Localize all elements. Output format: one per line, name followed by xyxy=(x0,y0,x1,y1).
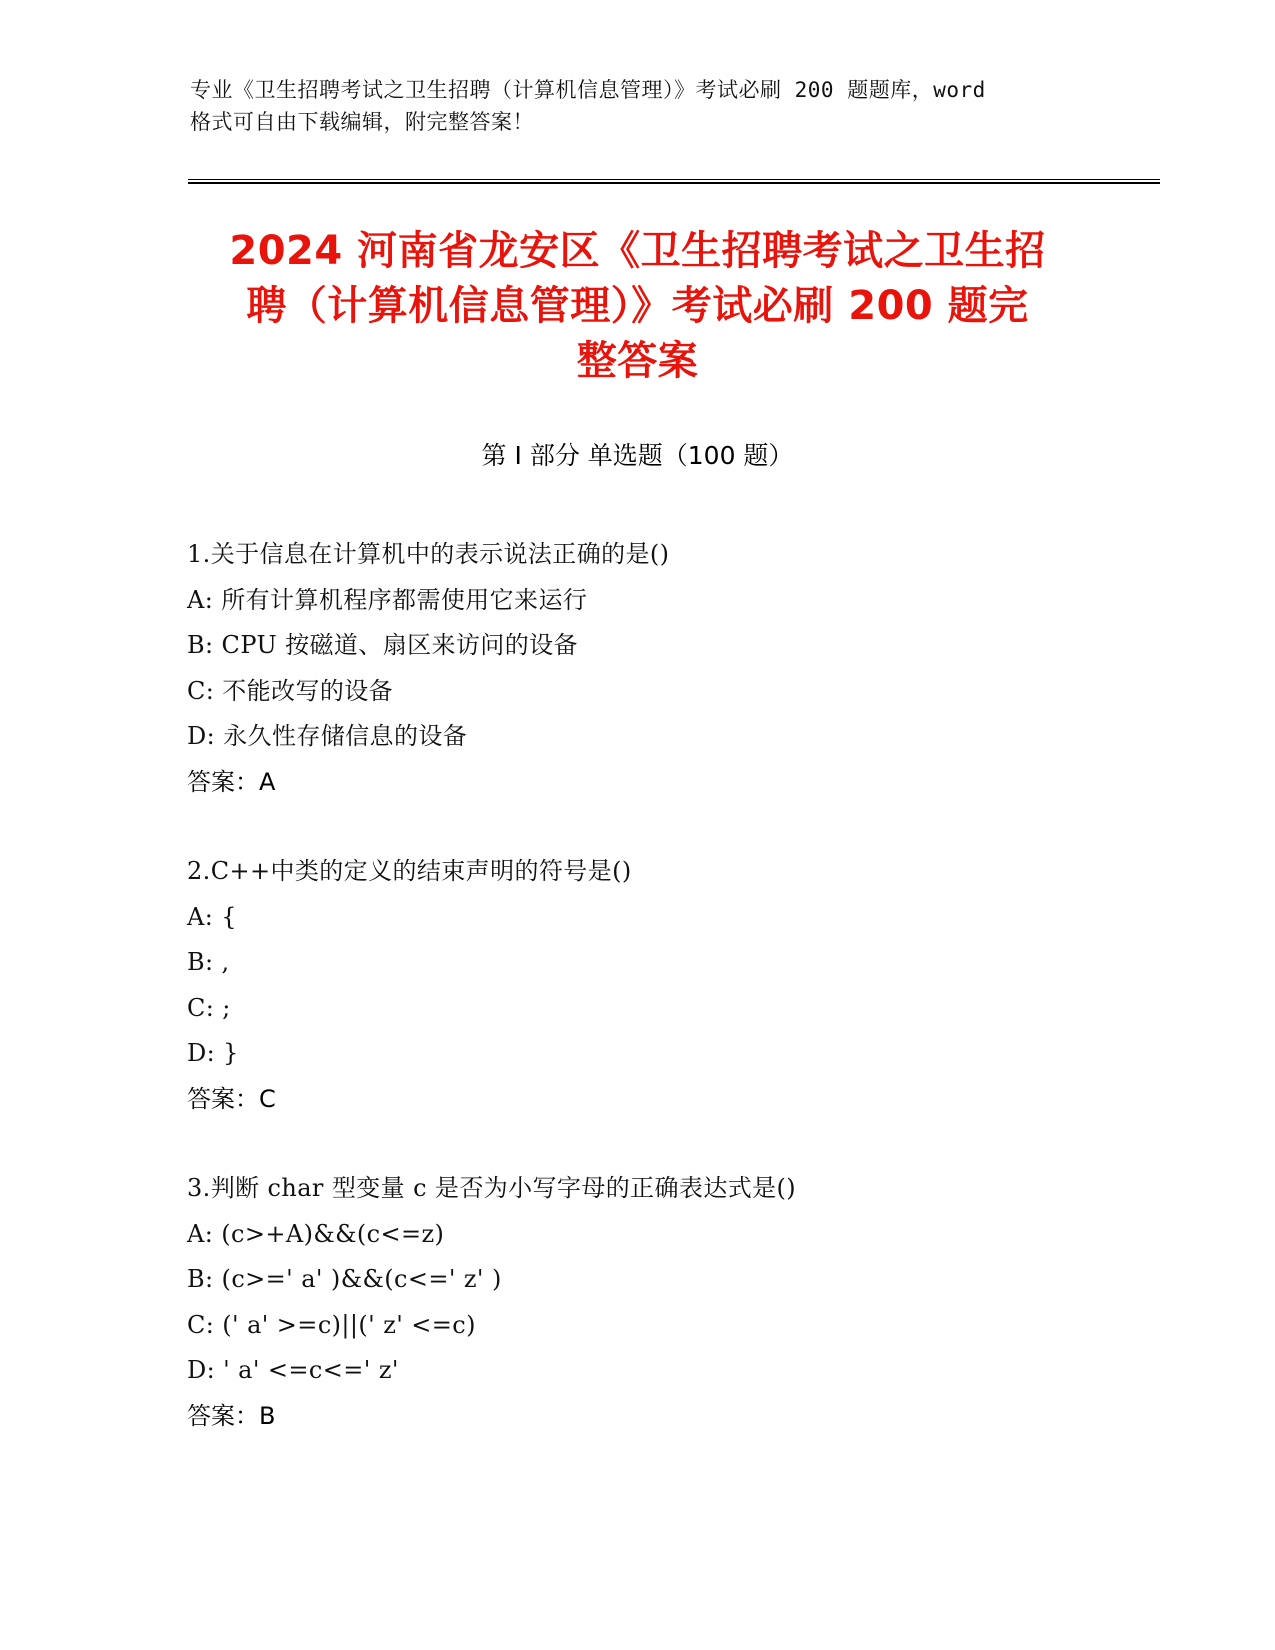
question-2 xyxy=(187,849,1087,1122)
header-note-line2: 格式可自由下载编辑，附完整答案！ xyxy=(190,110,534,134)
option-c: C: ; xyxy=(187,993,231,1022)
question-stem: 3.判断 char 型变量 c 是否为小写字母的正确表达式是() xyxy=(187,1174,797,1202)
document-title-line1: 2024 河南省龙安区《卫生招聘考试之卫生招 xyxy=(229,228,1046,274)
option-b: B: (c>=' a' )&&(c<=' z' ) xyxy=(187,1265,502,1293)
document-title xyxy=(180,224,1095,389)
question-stem: 2.C++中类的定义的结束声明的符号是() xyxy=(187,857,632,885)
header-note-line1: 专业《卫生招聘考试之卫生招聘（计算机信息管理）》考试必刷 200 题题库，word xyxy=(190,78,986,102)
option-b: B: , xyxy=(187,948,230,976)
option-d: D: } xyxy=(187,1039,239,1067)
option-d: D: ' a' <=c<=' z' xyxy=(187,1356,399,1384)
header-note xyxy=(190,74,1090,138)
answer: 答案：B xyxy=(187,1401,276,1430)
header-divider-thin xyxy=(188,179,1160,180)
question-list xyxy=(187,532,1087,1483)
option-c: C: 不能改写的设备 xyxy=(187,676,394,705)
option-a: A: { xyxy=(187,902,237,931)
option-b: B: CPU 按磁道、扇区来访问的设备 xyxy=(187,631,578,659)
answer: 答案：C xyxy=(187,1084,276,1113)
question-3 xyxy=(187,1166,1087,1439)
option-d: D: 永久性存储信息的设备 xyxy=(187,722,468,750)
document-title-line2: 聘（计算机信息管理）》考试必刷 200 题完 xyxy=(246,283,1029,329)
answer: 答案：A xyxy=(187,767,276,796)
header-divider-thick xyxy=(188,182,1160,184)
option-a: A: (c>+A)&&(c<=z) xyxy=(187,1219,445,1248)
question-1 xyxy=(187,532,1087,805)
question-stem: 1.关于信息在计算机中的表示说法正确的是() xyxy=(187,540,670,568)
section-title: 第 I 部分 单选题（100 题） xyxy=(481,441,794,470)
document-title-line3: 整答案 xyxy=(576,338,699,384)
option-a: A: 所有计算机程序都需使用它来运行 xyxy=(187,585,588,614)
option-c: C: (' a' >=c)||(' z' <=c) xyxy=(187,1310,476,1339)
